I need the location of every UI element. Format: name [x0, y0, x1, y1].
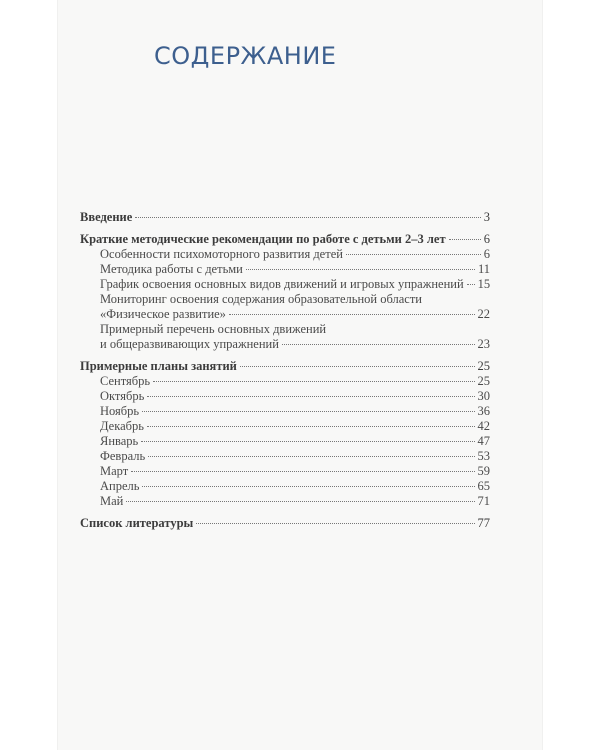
toc-page-number: 23 [477, 337, 490, 351]
leader-dots [147, 396, 474, 397]
toc-label-continued: и общеразвивающих упражнений [100, 337, 279, 351]
leader-dots [141, 441, 474, 442]
leader-dots [131, 471, 474, 472]
toc-page-number: 3 [483, 210, 490, 224]
toc-entry-month [80, 374, 490, 389]
toc-entry-month [80, 434, 490, 449]
toc-page-number: 25 [477, 359, 490, 373]
toc-label: Май [100, 494, 124, 508]
leader-dots [467, 284, 475, 285]
toc-page-number: 53 [477, 449, 490, 463]
toc-label: Примерные планы занятий [80, 359, 237, 373]
toc-label: Март [100, 464, 129, 478]
toc-page-number: 6 [483, 232, 490, 246]
toc-label: Мониторинг освоения содержания образовательной области [100, 292, 422, 306]
toc-label: Особенности психомоторного развития детей [100, 247, 343, 261]
toc-entry-month [80, 464, 490, 479]
toc-page-number: 59 [477, 464, 490, 478]
toc-label: Введение [80, 210, 133, 224]
toc-label: Ноябрь [100, 404, 140, 418]
toc-entry [80, 277, 490, 292]
toc-page-number: 77 [477, 516, 490, 530]
toc-page-number: 25 [477, 374, 490, 388]
toc-entry-month [80, 419, 490, 434]
toc-entry-intro [80, 210, 490, 225]
leader-dots [282, 344, 475, 345]
leader-dots [153, 381, 474, 382]
leader-dots [196, 523, 474, 524]
toc-label: Методика работы с детьми [100, 262, 243, 276]
leader-dots [142, 486, 474, 487]
toc-label-continued: «Физическое развитие» [100, 307, 226, 321]
toc-page-number: 22 [477, 307, 490, 321]
toc-label: Январь [100, 434, 139, 448]
toc-entry [80, 247, 490, 262]
toc-entry-section-1 [80, 232, 490, 247]
toc-entry-movements-list [80, 322, 490, 352]
toc-label: Апрель [100, 479, 140, 493]
leader-dots [148, 456, 474, 457]
toc-entry-section-2 [80, 359, 490, 374]
page-title: СОДЕРЖАНИЕ [154, 42, 337, 70]
toc-label: Февраль [100, 449, 146, 463]
toc-label: График освоения основных видов движений и игровых упражнений [100, 277, 464, 291]
leader-dots [126, 501, 474, 502]
leader-dots [240, 366, 475, 367]
toc-label: Октябрь [100, 389, 145, 403]
toc-page-number: 36 [477, 404, 490, 418]
toc-entry-month [80, 449, 490, 464]
toc-label: Декабрь [100, 419, 144, 433]
toc-label: Сентябрь [100, 374, 151, 388]
toc-entry [80, 262, 490, 277]
book-page [58, 0, 542, 750]
toc-page-number: 65 [477, 479, 490, 493]
table-of-contents [80, 210, 490, 531]
toc-entry-month [80, 404, 490, 419]
leader-dots [142, 411, 474, 412]
toc-entry-month [80, 479, 490, 494]
leader-dots [135, 217, 480, 218]
toc-label: Примерный перечень основных движений [100, 322, 327, 336]
toc-page-number: 15 [477, 277, 491, 291]
leader-dots [449, 239, 481, 240]
toc-page-number: 11 [477, 262, 490, 276]
toc-entry-month [80, 494, 490, 509]
leader-dots [246, 269, 475, 270]
leader-dots [346, 254, 481, 255]
toc-entry-monitoring [80, 292, 490, 322]
toc-page-number: 71 [477, 494, 490, 508]
toc-label: Краткие методические рекомендации по работе с детьми 2–3 лет [80, 232, 446, 246]
toc-page-number: 47 [477, 434, 490, 448]
toc-entry-month [80, 389, 490, 404]
toc-page-number: 6 [483, 247, 490, 261]
leader-dots [229, 314, 475, 315]
toc-label: Список литературы [80, 516, 194, 530]
toc-page-number: 30 [477, 389, 490, 403]
toc-page-number: 42 [477, 419, 490, 433]
toc-entry-references [80, 516, 490, 531]
leader-dots [147, 426, 475, 427]
